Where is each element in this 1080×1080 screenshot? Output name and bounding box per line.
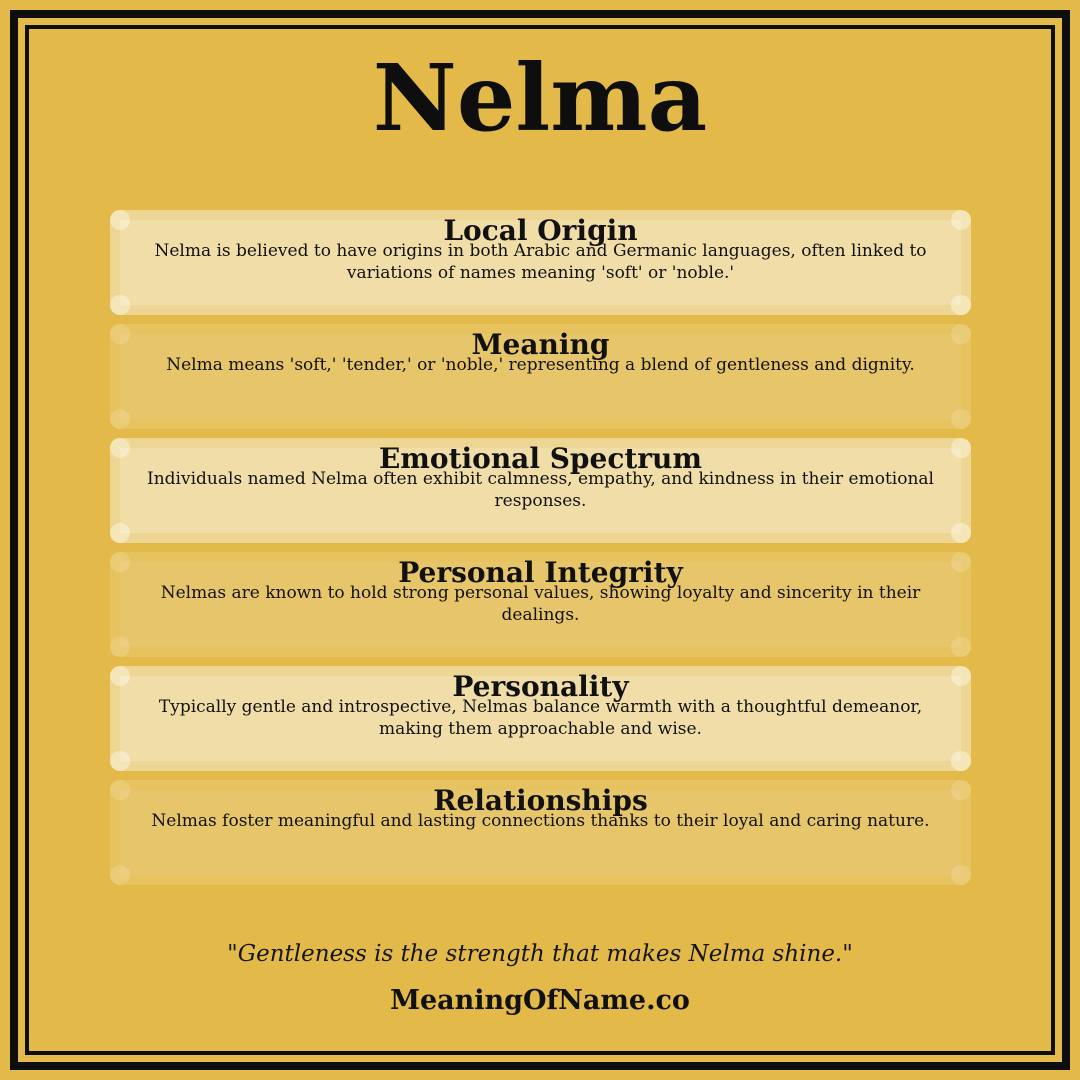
quote-text: Gentleness is the strength that makes Nelma shine. [237,941,843,967]
card-personal-integrity [110,552,971,657]
card-personality [110,666,971,771]
card-meaning [110,324,971,429]
corner-dot [951,637,971,657]
corner-dot [951,523,971,543]
card-heading: Meaning [471,328,610,361]
corner-dot [110,637,130,657]
corner-dot [110,295,130,315]
card-emotional-spectrum [110,438,971,543]
card-text: Nelma is believed to have origins in both Arabic and Germanic languages, often linked to variations of names meaning 'soft' or 'noble.' [154,241,927,283]
card-heading: Relationships [433,784,648,817]
card-relationships [110,780,971,885]
page-title: Nelma [372,44,708,152]
card-text: Nelmas are known to hold strong personal values, showing loyalty and sincerity in their dealings. [160,583,921,625]
corner-dot [110,409,130,429]
corner-dot [951,751,971,771]
card-local-origin [110,210,971,315]
card-text: Nelmas foster meaningful and lasting connections thanks to their loyal and caring nature. [151,811,930,831]
site-name: MeaningOfName.co [390,985,690,1016]
quote-close-mark: " [842,941,853,967]
card-heading: Local Origin [443,214,638,247]
card-text: Typically gentle and introspective, Nelmas balance warmth with a thoughtful demeanor, making them approachable and wise. [158,697,923,739]
card-heading: Personality [452,670,629,703]
corner-dot [951,295,971,315]
corner-dot [110,523,130,543]
quote-open-mark: " [227,941,238,967]
card-heading: Personal Integrity [398,556,683,589]
corner-dot [110,751,130,771]
card-heading: Emotional Spectrum [378,442,703,475]
corner-dot [951,409,971,429]
corner-dot [110,865,130,885]
quote [0,938,1080,970]
card-text: Nelma means 'soft,' 'tender,' or 'noble,' representing a blend of gentleness and dignity. [166,355,915,375]
card-text: Individuals named Nelma often exhibit calmness, empathy, and kindness in their emotional responses. [147,469,934,511]
corner-dot [951,865,971,885]
